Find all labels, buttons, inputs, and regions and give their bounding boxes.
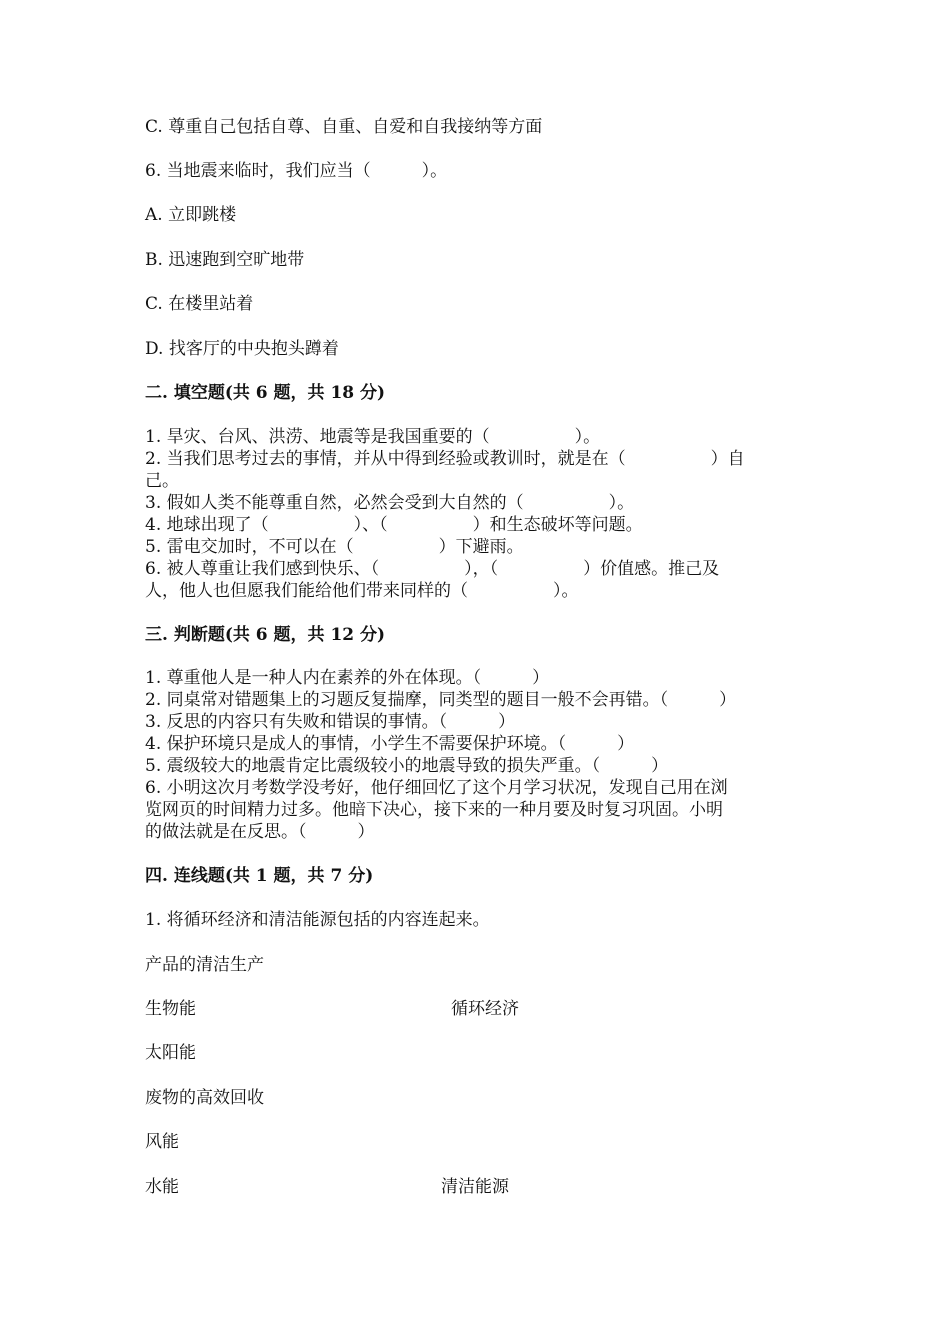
fill-line-2-cont: 己。 [145,471,179,491]
match-left-item: 风能 [145,1132,179,1152]
fill-line-6: 6. 被人尊重让我们感到快乐、（ ），（ ）价值感。推己及 [145,559,720,579]
section-3-title: 三. 判断题(共 6 题，共 12 分) [145,625,386,645]
fill-line-1: 1. 旱灾、台风、洪涝、地震等是我国重要的（ ）。 [145,427,601,447]
fill-line-2: 2. 当我们思考过去的事情，并从中得到经验或教训时，就是在（ ）自 [145,449,745,469]
match-left-item: 产品的清洁生产 [145,955,264,975]
fill-line-6-cont: 人，他人也但愿我们能给他们带来同样的（ ）。 [145,581,579,601]
section-2-title: 二. 填空题(共 6 题，共 18 分) [145,383,386,403]
q6-option-d: D. 找客厅的中央抱头蹲着 [145,339,339,359]
q5-option-c: C. 尊重自己包括自尊、自重、自爱和自我接纳等方面 [145,117,543,137]
q6-option-b: B. 迅速跑到空旷地带 [145,250,305,270]
section-4-title: 四. 连线题(共 1 题，共 7 分) [145,866,374,886]
q6-stem: 6. 当地震来临时，我们应当（ ）。 [145,161,448,181]
judge-line-4: 4. 保护环境只是成人的事情，小学生不需要保护环境。（ ） [145,734,635,754]
match-right-item: 循环经济 [451,999,519,1019]
fill-line-5: 5. 雷电交加时，不可以在（ ）下避雨。 [145,537,524,557]
judge-line-6: 6. 小明这次月考数学没考好，他仔细回忆了这个月学习状况，发现自己用在浏 [145,778,728,798]
match-left-item: 生物能 [145,999,196,1019]
judge-line-6-cont-1: 览网页的时间精力过多。他暗下决心，接下来的一种月要及时复习巩固。小明 [145,800,723,820]
fill-line-3: 3. 假如人类不能尊重自然，必然会受到大自然的（ ）。 [145,493,635,513]
q6-option-c: C. 在楼里站着 [145,294,254,314]
q6-option-a: A. 立即跳楼 [145,205,237,225]
judge-line-2: 2. 同桌常对错题集上的习题反复揣摩，同类型的题目一般不会再错。（ ） [145,690,737,710]
judge-line-5: 5. 震级较大的地震肯定比震级较小的地震导致的损失严重。（ ） [145,756,669,776]
judge-line-6-cont-2: 的做法就是在反思。（ ） [145,822,375,842]
match-left-item: 废物的高效回收 [145,1088,264,1108]
match-left-item: 水能 [145,1177,179,1197]
match-question: 1. 将循环经济和清洁能源包括的内容连起来。 [145,910,490,930]
judge-line-3: 3. 反思的内容只有失败和错误的事情。（ ） [145,712,516,732]
fill-line-4: 4. 地球出现了（ ）、（ ）和生态破坏等问题。 [145,515,643,535]
match-right-item: 清洁能源 [441,1177,509,1197]
judge-line-1: 1. 尊重他人是一种人内在素养的外在体现。（ ） [145,668,550,688]
match-left-item: 太阳能 [145,1043,196,1063]
